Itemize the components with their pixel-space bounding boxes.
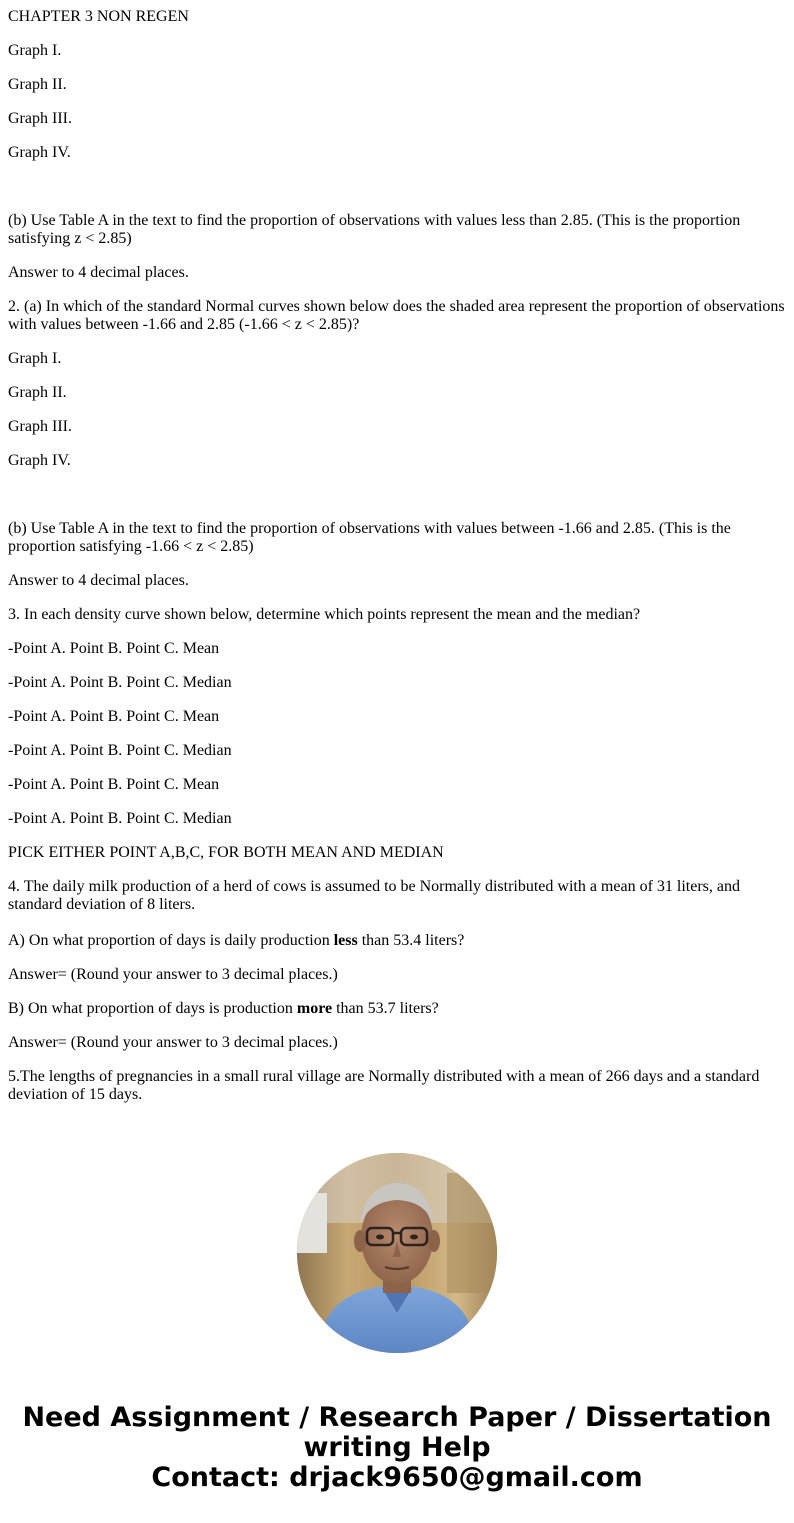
q1-option: Graph III. [8,110,72,127]
footer-contact: Contact: drjack9650@gmail.com [151,1462,643,1493]
q4-question: 4. The daily milk production of a herd of cows is assumed to be Normally distributed with a mean of 31 liters, and standard deviation of 8 liters. [8,878,740,913]
q3-choice-line: -Point A. Point B. Point C. Mean [8,708,220,725]
q1b-answer-instruction: Answer to 4 decimal places. [8,264,189,281]
footer-banner [0,1403,794,1493]
q2b-question: (b) Use Table A in the text to find the proportion of observations with values between -1.66 and 2.85. (This is the proportion satisfying -1.66 < z < 2.85) [8,520,731,555]
q3-choice-line: -Point A. Point B. Point C. Median [8,674,232,691]
q4a-text-before: A) On what proportion of days is daily production [8,932,334,949]
q2a-question: 2. (a) In which of the standard Normal curves shown below does the shaded area represent the proportion of observations with values between -1.66 and 2.85 (-1.66 < z < 2.85)? [8,298,785,333]
q2-option: Graph II. [8,384,67,401]
avatar [297,1153,497,1353]
q3-question: 3. In each density curve shown below, determine which points represent the mean and the median? [8,606,641,623]
chapter-title: CHAPTER 3 NON REGEN [8,8,189,25]
footer-line-2: writing Help [303,1432,491,1463]
q4b-text-after: than 53.7 liters? [332,1000,439,1017]
q1b-question: (b) Use Table A in the text to find the proportion of observations with values less than 2.85. (This is the proportion satisfying z < 2.85) [8,212,741,247]
q3-choice-line: -Point A. Point B. Point C. Mean [8,776,220,793]
footer-line-1: Need Assignment / Research Paper / Dissertation [22,1402,772,1433]
q3-choice-line: -Point A. Point B. Point C. Mean [8,640,220,657]
q4b-question [8,1000,788,1018]
q2b-answer-instruction: Answer to 4 decimal places. [8,572,189,589]
q1-option: Graph II. [8,76,67,93]
avatar-photo [297,1153,497,1353]
q2-option: Graph III. [8,418,72,435]
q4a-text-after: than 53.4 liters? [357,932,465,949]
q4a-question [8,932,788,950]
q5-question: 5.The lengths of pregnancies in a small rural village are Normally distributed with a mean of 266 days and a standard deviation of 15 days. [8,1068,760,1103]
q4b-text-before: B) On what proportion of days is production [8,1000,297,1017]
q3-choice-line: -Point A. Point B. Point C. Median [8,810,232,827]
q1-option: Graph I. [8,42,62,59]
q4b-answer-instruction: Answer= (Round your answer to 3 decimal places.) [8,1034,338,1051]
q4b-emphasis: more [296,1000,333,1017]
document-body [8,0,788,1122]
blank-line [8,178,788,196]
q2-option: Graph I. [8,350,62,367]
q4a-emphasis: less [333,932,358,949]
q3-note: PICK EITHER POINT A,B,C, FOR BOTH MEAN AND MEDIAN [8,844,444,861]
q3-choice-line: -Point A. Point B. Point C. Median [8,742,232,759]
q1-option: Graph IV. [8,144,71,161]
blank-line [8,486,788,504]
q4a-answer-instruction: Answer= (Round your answer to 3 decimal places.) [8,966,338,983]
q2-option: Graph IV. [8,452,71,469]
